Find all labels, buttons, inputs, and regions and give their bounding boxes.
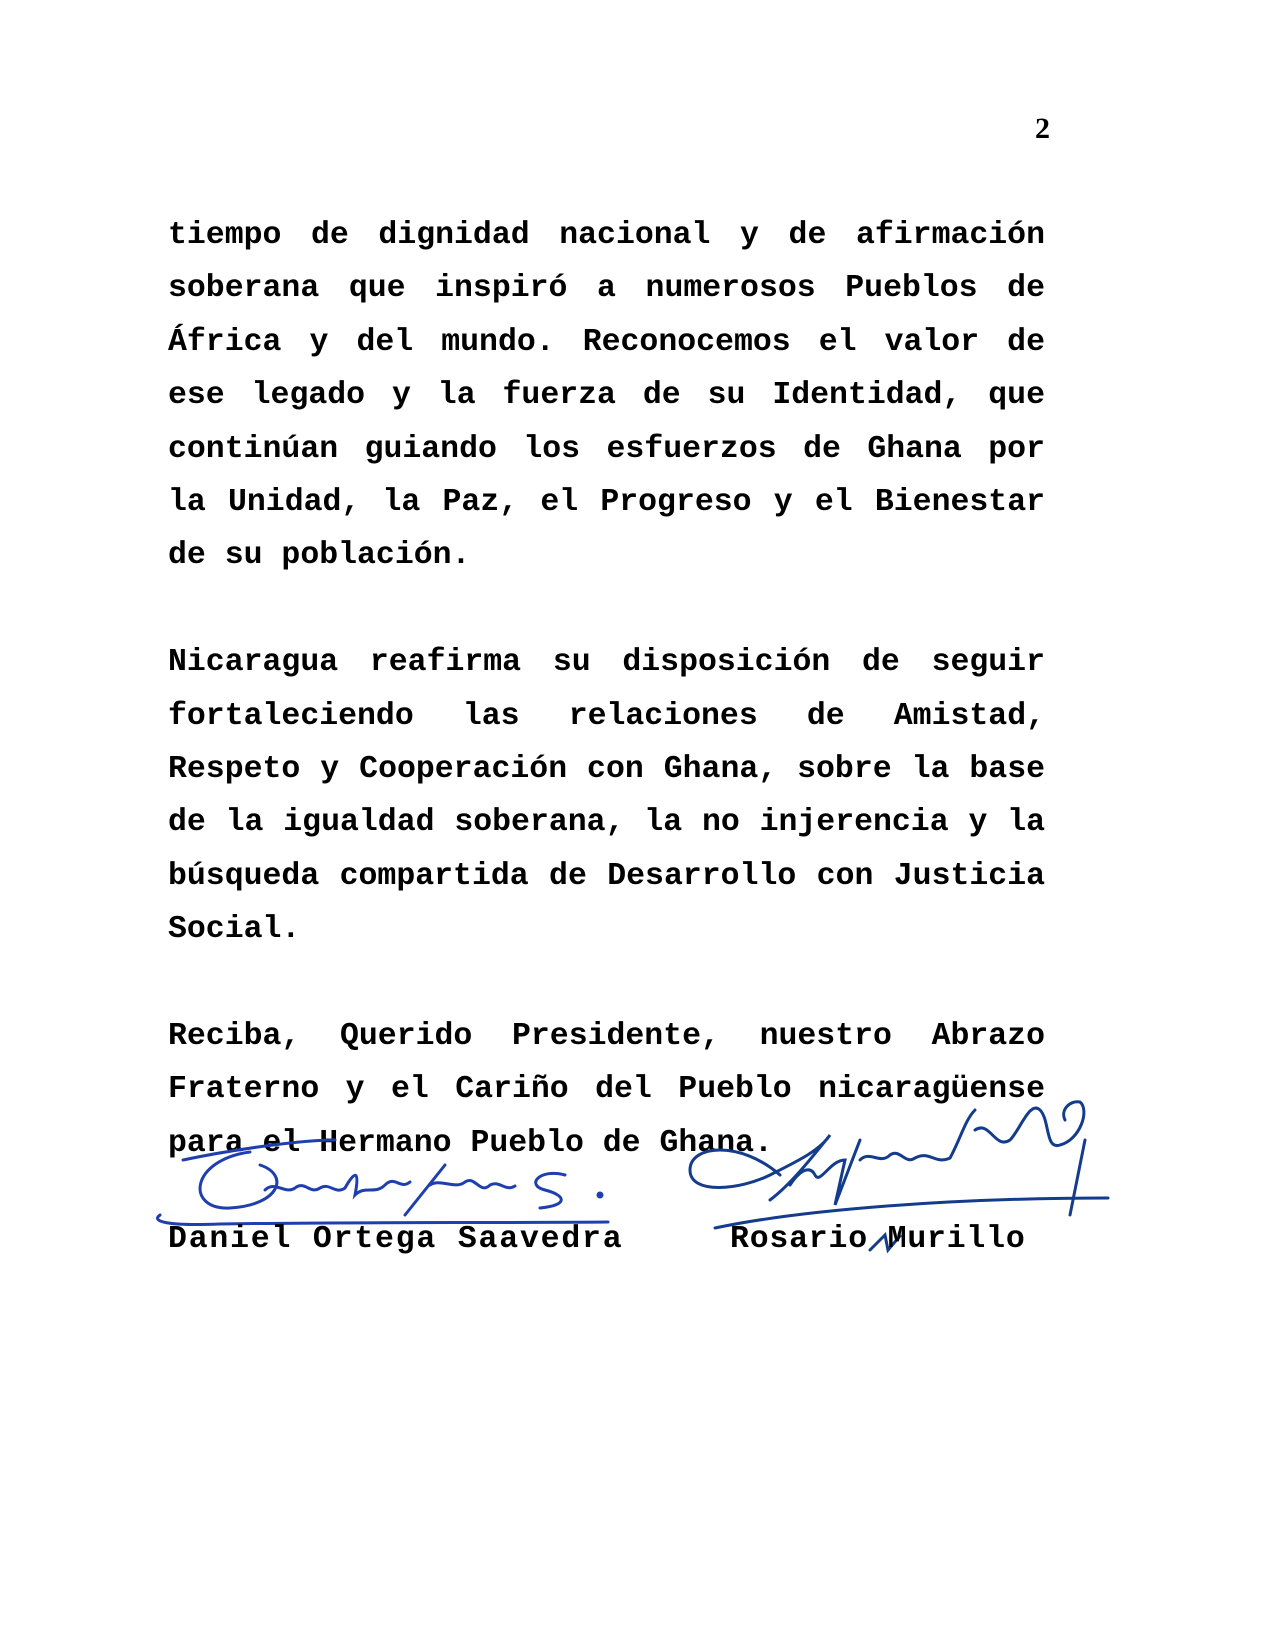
signatory-name-daniel-ortega: Daniel Ortega Saavedra: [168, 1222, 624, 1257]
paragraph-legacy: tiempo de dignidad nacional y de afirmación soberana que inspiró a numerosos Pueblos de África y del mundo. Reconocemos el valor de ese legado y la fuerza de su Identidad, que continúan guiando los esfuerzos de Ghana por la Unidad, la Paz, el Progreso y el Bienestar de su población.: [168, 218, 1045, 574]
letter-body: [168, 209, 1045, 1224]
page-number: 2: [1035, 112, 1050, 145]
signatory-name-rosario-murillo: Rosario Murillo: [730, 1222, 1026, 1257]
paragraph-closing: Reciba, Querido Presidente, nuestro Abrazo Fraterno y el Cariño del Pueblo nicaragüense para el Hermano Pueblo de Ghana.: [168, 1019, 1045, 1161]
paragraph-relations: Nicaragua reafirma su disposición de seguir fortaleciendo las relaciones de Amistad, Respeto y Cooperación con Ghana, sobre la base de la igualdad soberana, la no injerencia y la búsqueda compartida de Desarrollo con Justicia Social.: [168, 645, 1045, 948]
